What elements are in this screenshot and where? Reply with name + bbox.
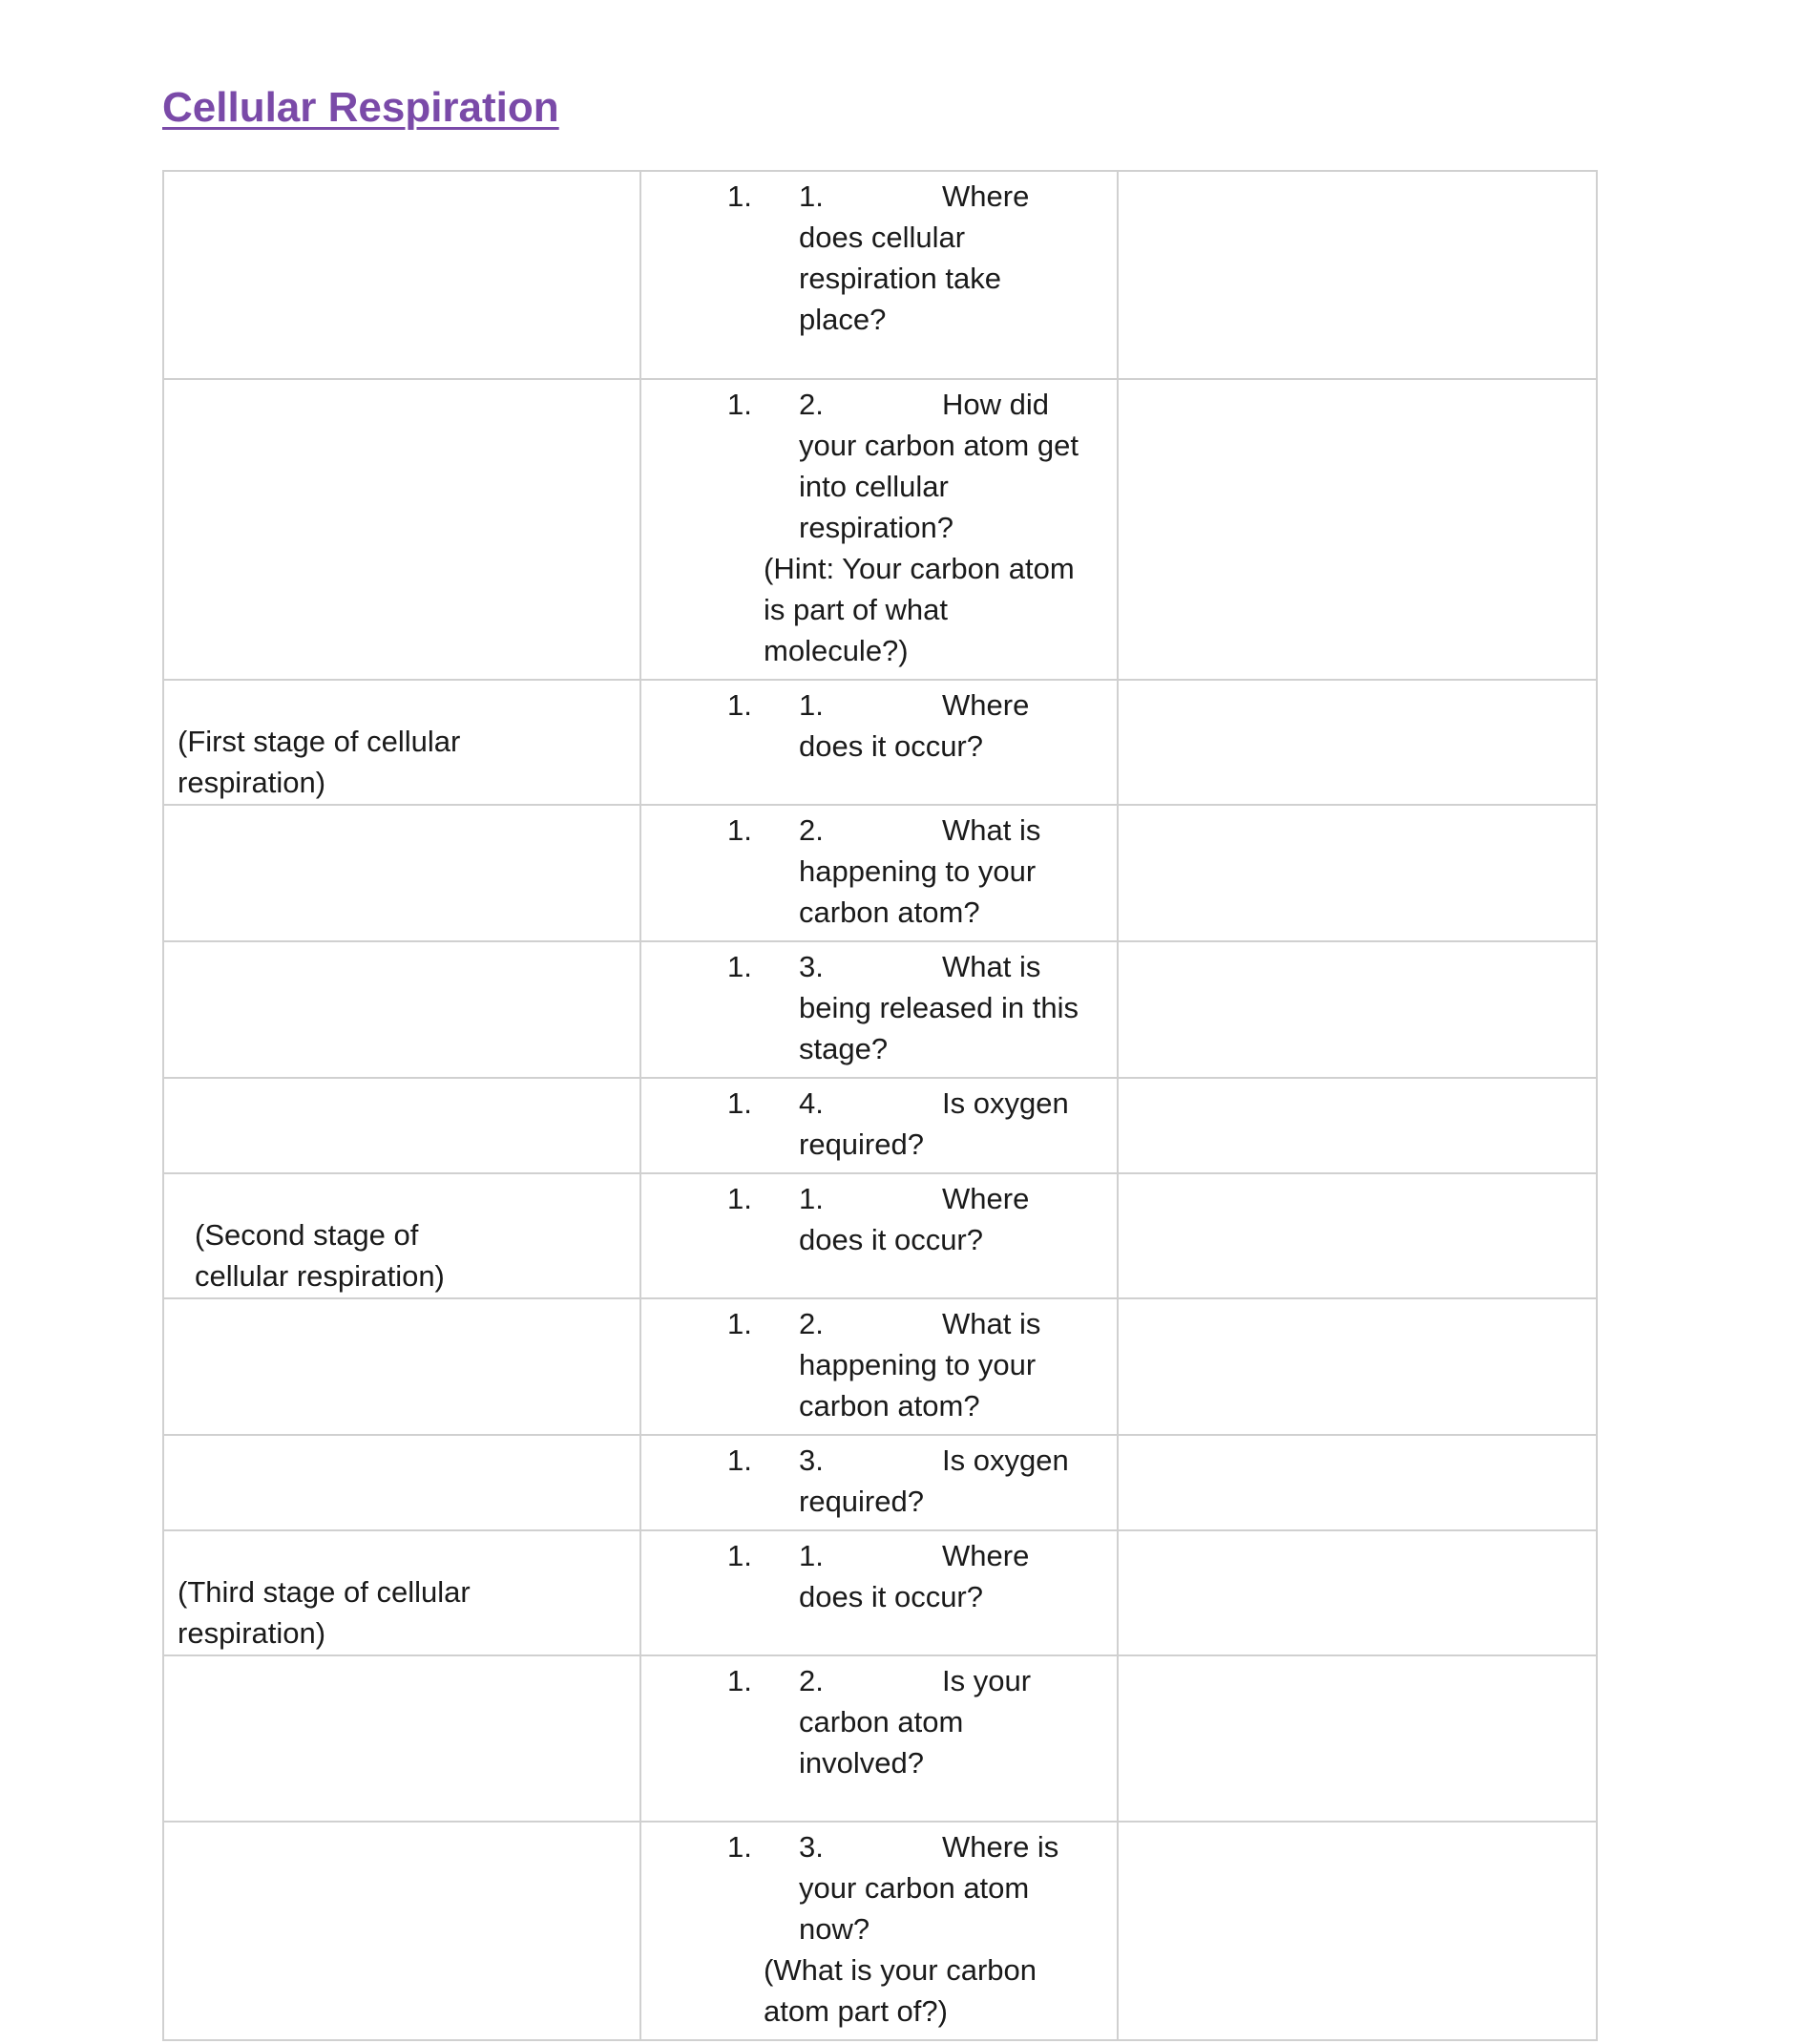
question-number: 2. [799,813,824,847]
table-row [163,171,1597,379]
question-start: What is [942,813,1041,847]
page-title: Cellular Respiration [162,84,559,131]
table-row [163,941,1597,1078]
outer-number: 1. [727,688,752,722]
question-text: does cellular respiration take place? [799,221,1001,336]
stage-cell [163,171,640,379]
answer-cell[interactable] [1118,1822,1597,2040]
stage-cell [163,680,640,805]
question-text: carbon atom involved? [799,1705,964,1780]
question-cell [640,171,1118,379]
question-cell [640,1530,1118,1655]
question-text: your carbon atom now? [799,1871,1030,1946]
question-cell [640,941,1118,1078]
outer-number: 1. [727,1830,752,1864]
stage-cell [163,1173,640,1298]
stage-cell [163,1822,640,2040]
table-row [163,1435,1597,1530]
question-number: 1. [799,688,824,722]
question-text: required? [799,1485,924,1518]
outer-number: 1. [727,1664,752,1697]
question-text: happening to your carbon atom? [799,854,1037,929]
question-start: What is [942,950,1041,983]
outer-number: 1. [727,179,752,213]
answer-cell[interactable] [1118,680,1597,805]
table-row [163,1655,1597,1822]
question-cell [640,680,1118,805]
question-number: 1. [799,1182,824,1215]
stage-label: (First stage of cellular respiration) [178,724,461,799]
question-start: Where [942,179,1030,213]
table-row [163,1822,1597,2040]
question-start: Where [942,688,1030,722]
outer-number: 1. [727,1443,752,1477]
stage-cell [163,379,640,680]
question-cell [640,1655,1118,1822]
question-text: your carbon atom get into cellular respiration? [799,429,1079,544]
question-start: Is oxygen [942,1443,1069,1477]
question-start: Is your [942,1664,1032,1697]
question-number: 2. [799,1307,824,1340]
question-start: How did [942,388,1049,421]
answer-cell[interactable] [1118,1530,1597,1655]
question-number: 1. [799,1539,824,1572]
outer-number: 1. [727,388,752,421]
outer-number: 1. [727,1539,752,1572]
outer-number: 1. [727,813,752,847]
table-row [163,680,1597,805]
question-number: 3. [799,1830,824,1864]
answer-cell[interactable] [1118,941,1597,1078]
question-number: 2. [799,1664,824,1697]
answer-cell[interactable] [1118,1173,1597,1298]
table-row [163,1078,1597,1173]
stage-label: (Third stage of cellular respiration) [178,1574,471,1650]
question-text: does it occur? [799,1223,983,1256]
question-text: does it occur? [799,729,983,763]
question-number: 3. [799,1443,824,1477]
question-text: does it occur? [799,1580,983,1613]
question-start: Where is [942,1830,1059,1864]
outer-number: 1. [727,950,752,983]
question-cell [640,1173,1118,1298]
table-row [163,1173,1597,1298]
stage-cell [163,1435,640,1530]
question-hint: (Hint: Your carbon atom is part of what molecule?) [764,552,1075,667]
answer-cell[interactable] [1118,1435,1597,1530]
question-cell [640,805,1118,941]
question-hint: (What is your carbon atom part of?) [764,1953,1037,2028]
question-number: 3. [799,950,824,983]
question-number: 4. [799,1086,824,1120]
answer-cell[interactable] [1118,1298,1597,1435]
question-number: 1. [799,179,824,213]
outer-number: 1. [727,1182,752,1215]
question-cell [640,1435,1118,1530]
stage-cell [163,1298,640,1435]
answer-cell[interactable] [1118,1655,1597,1822]
stage-cell [163,1530,640,1655]
question-cell [640,379,1118,680]
table-row [163,1530,1597,1655]
stage-cell [163,805,640,941]
question-cell [640,1822,1118,2040]
table-row [163,805,1597,941]
question-text: happening to your carbon atom? [799,1348,1037,1422]
question-cell [640,1298,1118,1435]
question-text: required? [799,1127,924,1161]
outer-number: 1. [727,1086,752,1120]
worksheet-table [162,170,1598,2041]
stage-cell [163,1655,640,1822]
question-start: What is [942,1307,1041,1340]
table-row [163,379,1597,680]
question-text: being released in this stage? [799,991,1079,1065]
stage-cell [163,1078,640,1173]
table-row [163,1298,1597,1435]
question-start: Where [942,1539,1030,1572]
question-start: Where [942,1182,1030,1215]
answer-cell[interactable] [1118,1078,1597,1173]
question-start: Is oxygen [942,1086,1069,1120]
answer-cell[interactable] [1118,379,1597,680]
answer-cell[interactable] [1118,805,1597,941]
stage-cell [163,941,640,1078]
answer-cell[interactable] [1118,171,1597,379]
question-number: 2. [799,388,824,421]
outer-number: 1. [727,1307,752,1340]
stage-label: (Second stage of cellular respiration) [195,1217,445,1293]
question-cell [640,1078,1118,1173]
